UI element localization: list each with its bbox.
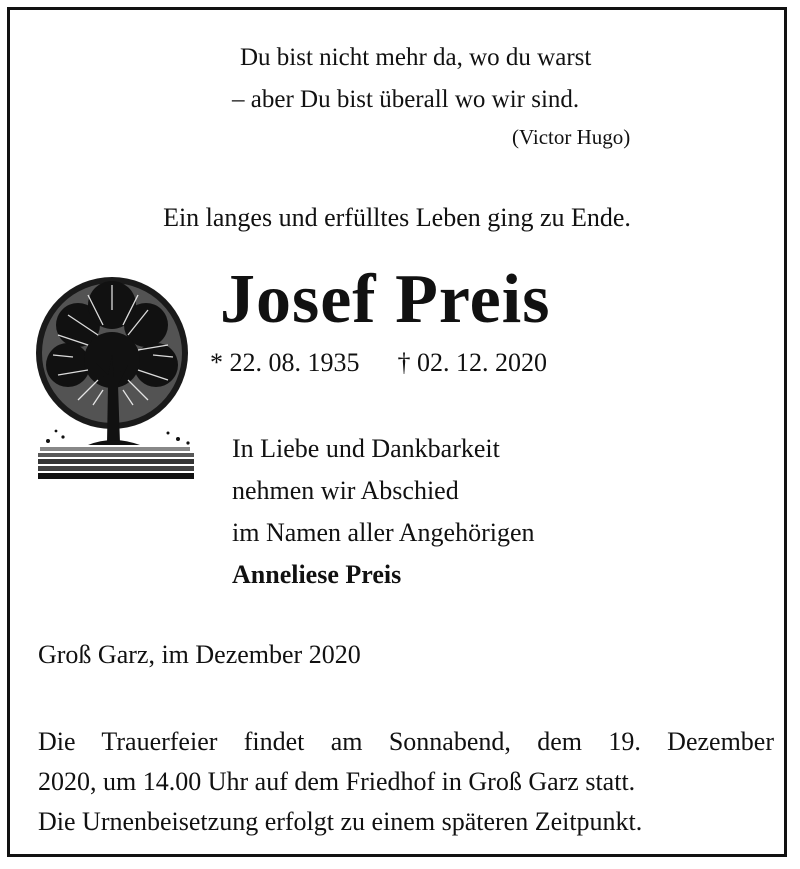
quote-author: (Victor Hugo) — [512, 125, 631, 149]
obituary-notice — [7, 7, 787, 857]
tree-icon — [28, 265, 198, 495]
place-date: Groß Garz, im Dezember 2020 — [38, 640, 361, 669]
death-date: † 02. 12. 2020 — [397, 348, 547, 377]
ceremony-line-1: Die Trauerfeier findet am Sonnabend, dem 19. Dezember — [38, 727, 774, 756]
ceremony-line-3: Die Urnenbeisetzung erfolgt zu einem späteren Zeitpunkt. — [38, 807, 643, 836]
life-dates — [210, 348, 547, 378]
intro-text: Ein langes und erfülltes Leben ging zu Ende. — [163, 203, 631, 232]
ceremony-line-2: 2020, um 14.00 Uhr auf dem Friedhof in Groß Garz statt. — [38, 767, 636, 796]
quote-line-2: – aber Du bist überall wo wir sind. — [232, 86, 580, 113]
birth-date: * 22. 08. 1935 — [210, 348, 360, 377]
signer-name: Anneliese Preis — [232, 560, 402, 589]
message-line-1: In Liebe und Dankbarkeit — [232, 434, 500, 463]
quote-line-1: Du bist nicht mehr da, wo du warst — [240, 44, 592, 71]
deceased-name: Josef Preis — [220, 261, 551, 338]
message-line-2: nehmen wir Abschied — [232, 476, 459, 505]
message-line-3: im Namen aller Angehörigen — [232, 518, 535, 547]
